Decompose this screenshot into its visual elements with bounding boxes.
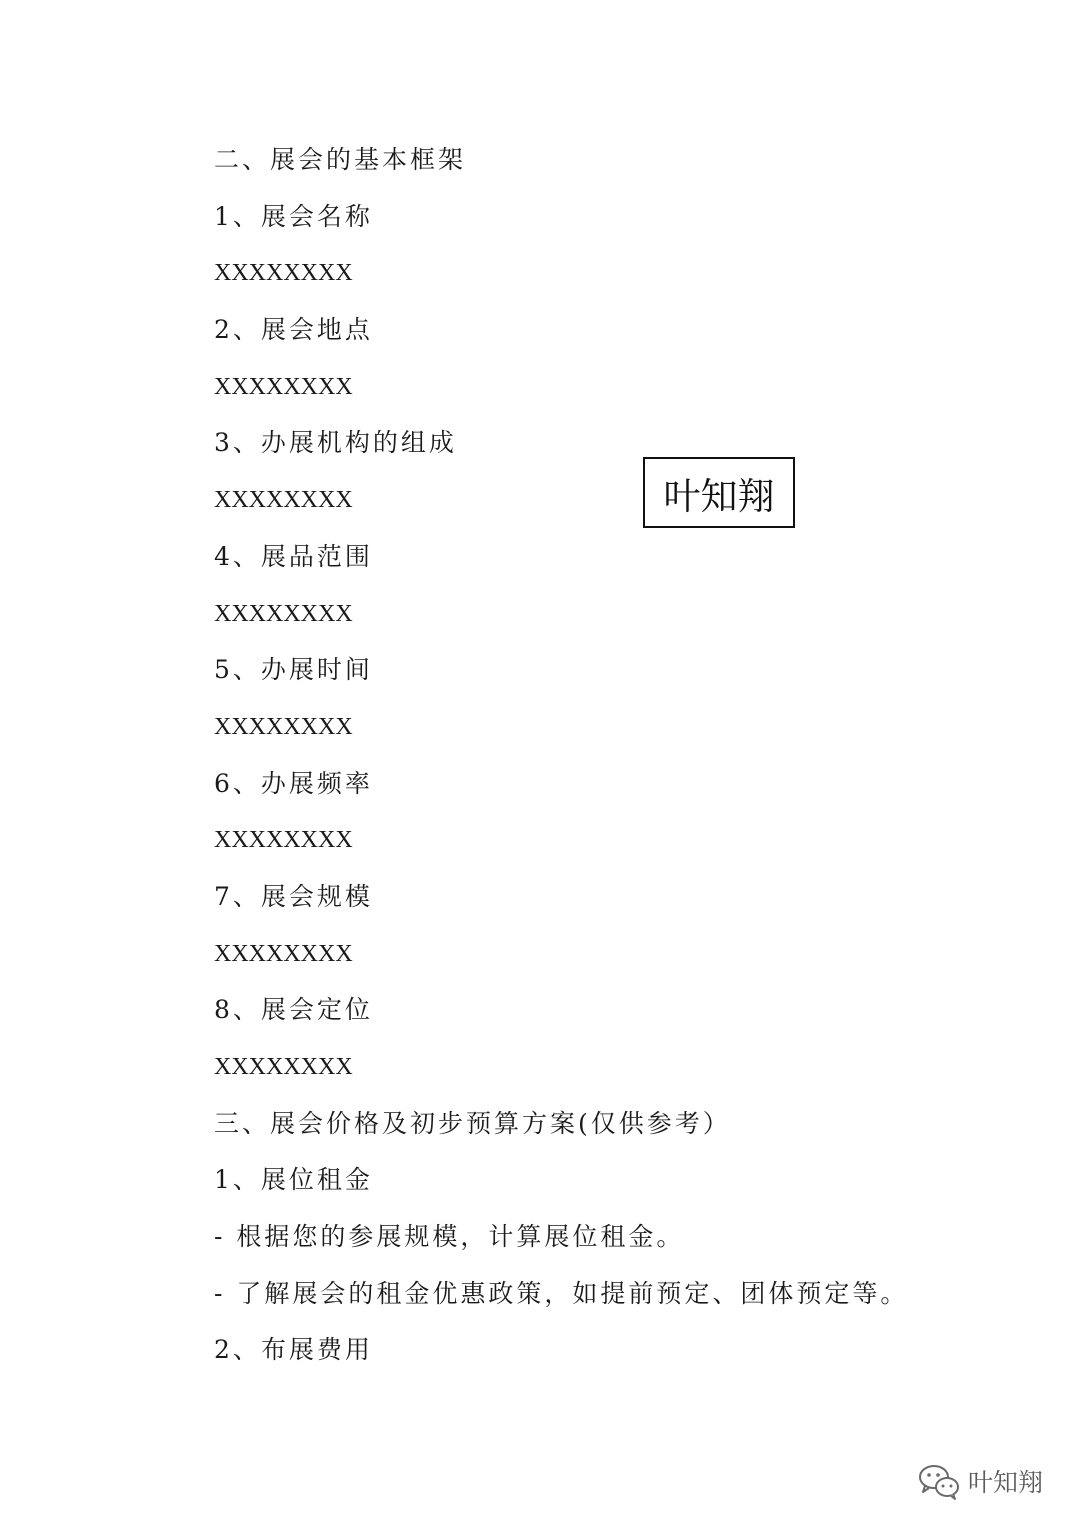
list-item: 1、展会名称 xyxy=(214,201,373,231)
bullet-item: - 根据您的参展规模，计算展位租金。 xyxy=(214,1222,685,1252)
list-item: 3、办展机构的组成 xyxy=(214,428,457,458)
list-item: 2、布展费用 xyxy=(214,1335,373,1365)
watermark xyxy=(916,1458,1043,1504)
placeholder-text: XXXXXXXX xyxy=(214,487,353,514)
list-item: 8、展会定位 xyxy=(214,995,373,1025)
placeholder-text: XXXXXXXX xyxy=(214,713,353,740)
document-body xyxy=(214,138,974,1385)
list-item: 7、展会规模 xyxy=(214,881,373,911)
section-heading: 二、展会的基本框架 xyxy=(214,145,467,174)
list-item: 4、展品范围 xyxy=(214,541,373,571)
placeholder-text: XXXXXXXX xyxy=(214,600,353,627)
list-item: 6、办展频率 xyxy=(214,768,373,798)
placeholder-text: XXXXXXXX xyxy=(214,940,353,967)
placeholder-text: XXXXXXXX xyxy=(214,1054,353,1080)
watermark-label: 叶知翔 xyxy=(968,1468,1044,1497)
placeholder-text: XXXXXXXX xyxy=(214,373,353,400)
bullet-item: - 了解展会的租金优惠政策，如提前预定、团体预定等。 xyxy=(214,1278,909,1308)
placeholder-text: XXXXXXXX xyxy=(214,260,353,287)
list-item: 5、办展时间 xyxy=(214,655,373,685)
section-heading: 三、展会价格及初步预算方案(仅供参考） xyxy=(214,1108,731,1138)
placeholder-text: XXXXXXXX xyxy=(214,827,353,854)
list-item: 2、展会地点 xyxy=(214,315,373,345)
list-item: 1、展位租金 xyxy=(214,1165,373,1195)
wechat-icon xyxy=(916,1460,962,1502)
name-stamp-box: 叶知翔 xyxy=(643,457,795,528)
